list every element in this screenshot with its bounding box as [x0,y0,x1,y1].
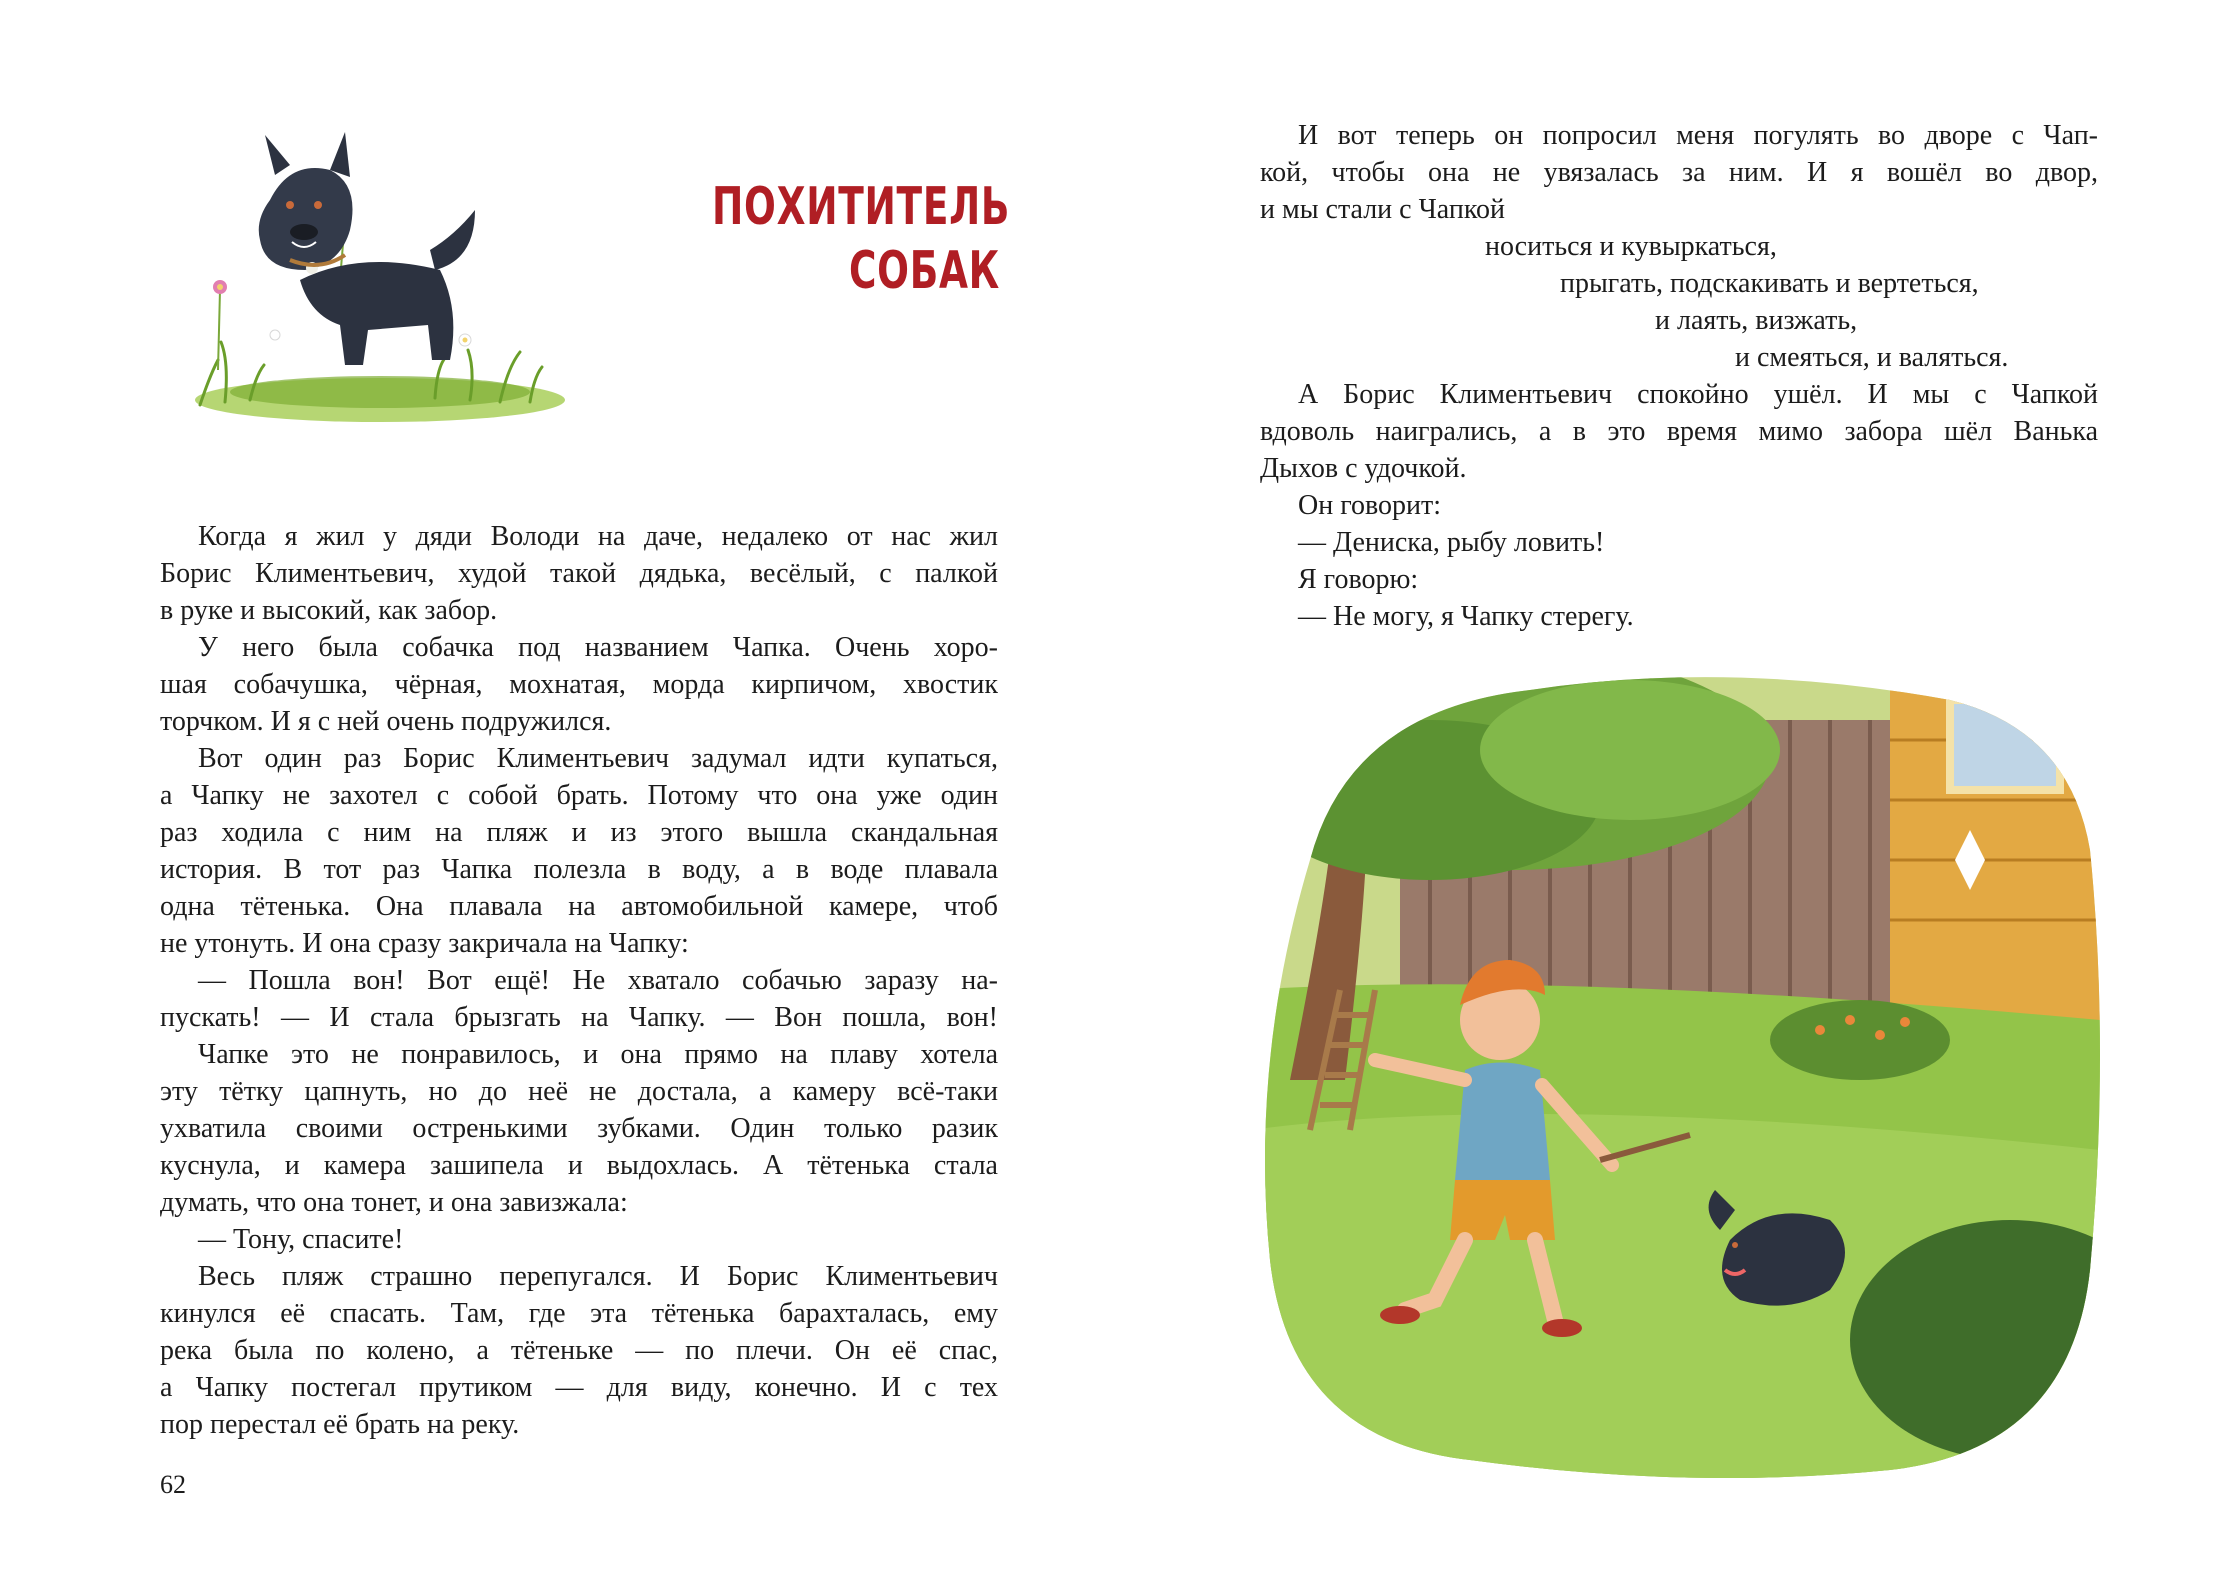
page-number: 62 [160,1470,186,1499]
text-line: ухватила своими остренькими зубками. Один только разик [160,1113,998,1144]
text-line: Чапке это не понравилось, и она прямо на плаву хотела [198,1039,998,1070]
text-line: прыгать, подскакивать и вертеться, [1560,268,1979,299]
right-page [1120,0,2240,1582]
garden-illustration [1250,660,2100,1490]
text-line: Борис Климентьевич, худой такой дядька, весёлый, с палкой [160,558,998,589]
text-line: река была по колено, а тётеньке — по плечи. Он её спас, [160,1335,998,1366]
text-line: Дыхов с удочкой. [1260,453,1467,484]
text-line: в руке и высокий, как забор. [160,595,498,626]
text-line: и смеяться, и валяться. [1735,342,2009,373]
text-line: шая собачушка, чёрная, мохнатая, морда кирпичом, хвостик [160,669,998,700]
text-line: — Тону, спасите! [198,1224,404,1255]
text-line: носиться и кувыркаться, [1485,231,1777,262]
text-line: — Дениска, рыбу ловить! [1298,527,1605,558]
text-line: торчком. И я с ней очень подружился. [160,706,612,737]
text-line: У него была собачка под названием Чапка. Очень хоро- [198,632,998,663]
text-line: — Пошла вон! Вот ещё! Не хватало собачью заразу на- [198,965,998,996]
text-line: а Чапку постегал прутиком — для виду, конечно. И с тех [160,1372,998,1403]
text-line: пор перестал её брать на реку. [160,1409,520,1440]
text-line: одна тётенька. Она плавала на автомобильной камере, чтоб [160,891,998,922]
text-line: вдоволь наигрались, а в это время мимо забора шёл Ванька [1260,416,2098,447]
house [1890,680,2100,1020]
text-line: кинулся её спасать. Там, где эта тётенька барахталась, ему [160,1298,998,1329]
chapter-title [712,175,1011,303]
text-line: не утонуть. И она сразу закричала на Чапку: [160,928,689,959]
text-line: эту тётку цапнуть, но до неё не достала, а камеру всё-таки [160,1076,998,1107]
text-line: — Не могу, я Чапку стерегу. [1298,601,1634,632]
text-line: Вот один раз Борис Климентьевич задумал идти купаться, [198,743,998,774]
chapter-title-line-2: СОБАК [848,241,1000,301]
text-line: раз ходила с ним на пляж и из этого вышла скандальная [160,817,998,848]
right-body-text [1260,117,2098,635]
text-line: думать, что она тонет, и она завизжала: [160,1187,628,1218]
left-body-text [160,518,998,1443]
text-line: И вот теперь он попросил меня погулять во дворе с Чап- [1298,120,2098,151]
dog-illustration [180,130,570,430]
text-line: Весь пляж страшно перепугался. И Борис Климентьевич [198,1261,998,1292]
text-line: кой, чтобы она не увязалась за ним. И я вошёл во двор, [1260,157,2098,188]
text-line: Он говорит: [1298,490,1442,521]
text-line: А Борис Климентьевич спокойно ушёл. И мы с Чапкой [1298,379,2098,410]
text-line: и мы стали с Чапкой [1260,194,1505,225]
chapter-title-line-1: ПОХИТИТЕЛЬ [712,177,1011,237]
text-line: куснула, и камера зашипела и выдохлась. А тётенька стала [160,1150,998,1181]
text-line: пускать! — И стала брызгать на Чапку. — Вон пошла, вон! [160,1002,998,1033]
text-line: Я говорю: [1298,564,1419,595]
text-line: а Чапку не захотел с собой брать. Потому что она уже один [160,780,998,811]
text-line: и лаять, визжать, [1655,305,1858,336]
text-line: Когда я жил у дяди Володи на даче, недалеко от нас жил [198,521,998,552]
dog-figure [259,132,475,365]
text-line: история. В тот раз Чапка полезла в воду, а в воде плавала [160,854,998,885]
